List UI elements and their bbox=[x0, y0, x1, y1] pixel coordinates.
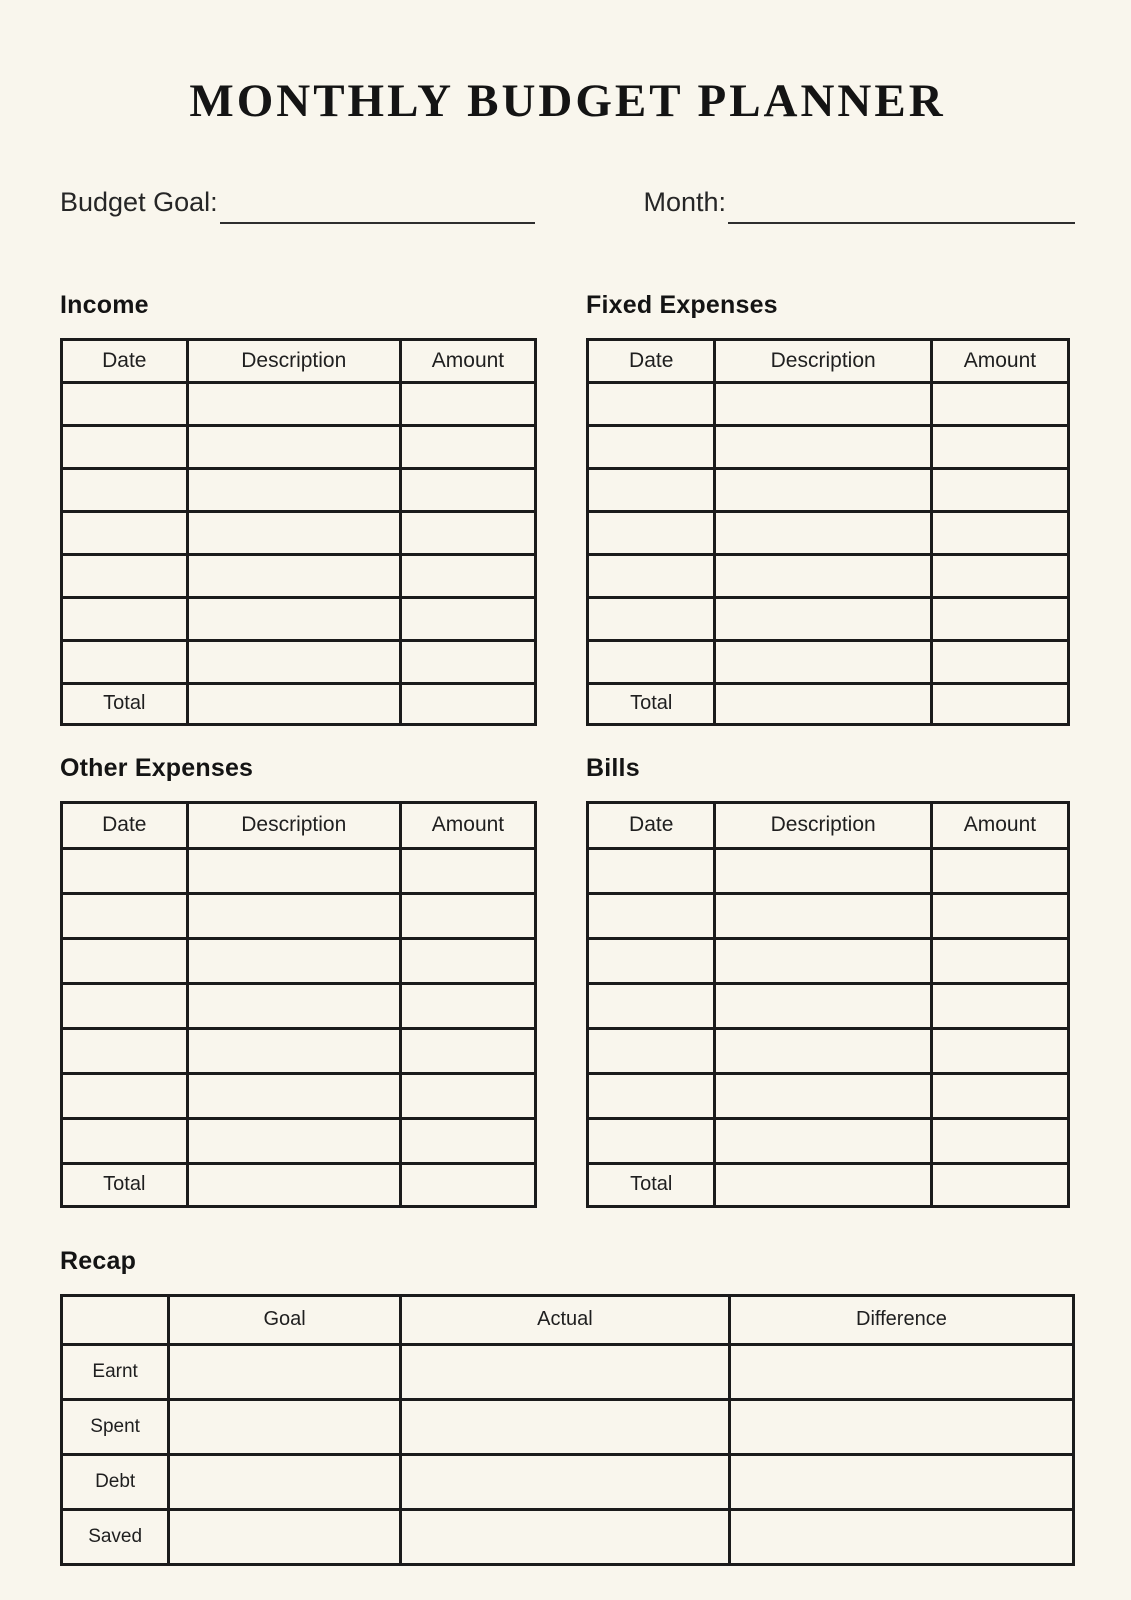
recap-label-debt: Debt bbox=[62, 1454, 169, 1509]
recap-debt-difference-cell[interactable] bbox=[729, 1454, 1073, 1509]
empty-entry-cell[interactable] bbox=[715, 640, 931, 683]
empty-entry-cell[interactable] bbox=[400, 425, 535, 468]
recap-spent-difference-cell[interactable] bbox=[729, 1399, 1073, 1454]
empty-entry-cell[interactable] bbox=[187, 938, 400, 983]
fixed-expenses-total-description-cell[interactable] bbox=[715, 683, 931, 724]
recap-column-header-goal: Goal bbox=[169, 1295, 401, 1344]
empty-entry-cell[interactable] bbox=[400, 468, 535, 511]
empty-entry-cell[interactable] bbox=[187, 554, 400, 597]
fixed-expenses-table-body bbox=[588, 382, 1069, 683]
empty-entry-cell[interactable] bbox=[715, 983, 931, 1028]
empty-entry-cell[interactable] bbox=[62, 1118, 188, 1163]
empty-entry-cell[interactable] bbox=[588, 983, 715, 1028]
empty-entry-cell[interactable] bbox=[588, 597, 715, 640]
recap-row-earnt bbox=[62, 1344, 1074, 1399]
empty-entry-row bbox=[62, 938, 536, 983]
bills-total-label: Total bbox=[588, 1163, 715, 1206]
bills-column-header-description: Description bbox=[715, 802, 931, 848]
empty-entry-cell[interactable] bbox=[187, 468, 400, 511]
empty-entry-cell[interactable] bbox=[187, 382, 400, 425]
empty-entry-cell[interactable] bbox=[400, 938, 535, 983]
empty-entry-cell[interactable] bbox=[588, 382, 715, 425]
month-label: Month: bbox=[643, 186, 726, 217]
empty-entry-row bbox=[62, 511, 536, 554]
empty-entry-cell[interactable] bbox=[400, 983, 535, 1028]
bills-section-title: Bills bbox=[586, 753, 640, 782]
fixed-expenses-total-row bbox=[588, 683, 1069, 724]
fixed-expenses-column-header-amount: Amount bbox=[931, 339, 1068, 382]
header-fields-row bbox=[60, 186, 1075, 224]
bills-column-header-amount: Amount bbox=[931, 802, 1068, 848]
empty-entry-row bbox=[588, 640, 1069, 683]
empty-entry-cell[interactable] bbox=[62, 597, 188, 640]
empty-entry-cell[interactable] bbox=[931, 554, 1068, 597]
income-column-header-amount: Amount bbox=[400, 339, 535, 382]
other-expenses-table-body bbox=[62, 848, 536, 1163]
empty-entry-cell[interactable] bbox=[931, 382, 1068, 425]
empty-entry-cell[interactable] bbox=[400, 640, 535, 683]
recap-section-title: Recap bbox=[60, 1246, 137, 1275]
income-total-amount-cell[interactable] bbox=[400, 683, 535, 724]
empty-entry-cell[interactable] bbox=[931, 848, 1068, 893]
empty-entry-cell[interactable] bbox=[400, 1028, 535, 1073]
recap-saved-goal-cell[interactable] bbox=[169, 1509, 401, 1564]
empty-entry-cell[interactable] bbox=[62, 893, 188, 938]
bills-table-body bbox=[588, 848, 1069, 1163]
empty-entry-cell[interactable] bbox=[715, 554, 931, 597]
section-other-expenses bbox=[60, 753, 537, 1208]
empty-entry-cell[interactable] bbox=[400, 848, 535, 893]
income-header-row bbox=[62, 339, 536, 382]
empty-entry-cell[interactable] bbox=[62, 1028, 188, 1073]
empty-entry-row bbox=[588, 554, 1069, 597]
empty-entry-cell[interactable] bbox=[62, 848, 188, 893]
month-input-line[interactable] bbox=[728, 186, 1075, 224]
other-expenses-column-header-description: Description bbox=[187, 802, 400, 848]
empty-entry-cell[interactable] bbox=[931, 938, 1068, 983]
bills-total-row bbox=[588, 1163, 1069, 1206]
fixed-expenses-section-title: Fixed Expenses bbox=[586, 290, 778, 319]
empty-entry-cell[interactable] bbox=[588, 640, 715, 683]
empty-entry-row bbox=[588, 848, 1069, 893]
empty-entry-cell[interactable] bbox=[588, 893, 715, 938]
empty-entry-cell[interactable] bbox=[931, 1118, 1068, 1163]
empty-entry-row bbox=[62, 425, 536, 468]
fixed-expenses-column-header-description: Description bbox=[715, 339, 931, 382]
other-expenses-section-title: Other Expenses bbox=[60, 753, 254, 782]
empty-entry-row bbox=[62, 640, 536, 683]
recap-earnt-difference-cell[interactable] bbox=[729, 1344, 1073, 1399]
empty-entry-cell[interactable] bbox=[62, 511, 188, 554]
empty-entry-cell[interactable] bbox=[588, 1028, 715, 1073]
empty-entry-cell[interactable] bbox=[187, 1118, 400, 1163]
fixed-expenses-column-header-date: Date bbox=[588, 339, 715, 382]
empty-entry-cell[interactable] bbox=[187, 511, 400, 554]
recap-spent-actual-cell[interactable] bbox=[401, 1399, 730, 1454]
empty-entry-cell[interactable] bbox=[400, 1118, 535, 1163]
empty-entry-cell[interactable] bbox=[715, 1118, 931, 1163]
empty-entry-cell[interactable] bbox=[62, 468, 188, 511]
empty-entry-row bbox=[588, 938, 1069, 983]
empty-entry-row bbox=[62, 1118, 536, 1163]
empty-entry-row bbox=[62, 893, 536, 938]
other-expenses-header-row bbox=[62, 802, 536, 848]
other-expenses-total-amount-cell[interactable] bbox=[400, 1163, 535, 1206]
income-column-header-date: Date bbox=[62, 339, 188, 382]
fixed-expenses-table bbox=[586, 338, 1070, 726]
bills-column-header-date: Date bbox=[588, 802, 715, 848]
recap-row-debt bbox=[62, 1454, 1074, 1509]
empty-entry-cell[interactable] bbox=[187, 983, 400, 1028]
empty-entry-cell[interactable] bbox=[931, 640, 1068, 683]
income-total-label: Total bbox=[62, 683, 188, 724]
recap-header-row bbox=[62, 1295, 1074, 1344]
empty-entry-cell[interactable] bbox=[187, 1028, 400, 1073]
empty-entry-cell[interactable] bbox=[187, 425, 400, 468]
empty-entry-cell[interactable] bbox=[931, 1073, 1068, 1118]
section-fixed-expenses bbox=[586, 290, 1070, 726]
empty-entry-cell[interactable] bbox=[400, 1073, 535, 1118]
empty-entry-row bbox=[62, 1073, 536, 1118]
empty-entry-cell[interactable] bbox=[715, 468, 931, 511]
empty-entry-row bbox=[588, 511, 1069, 554]
budget-goal-field bbox=[60, 186, 535, 224]
page-title: MONTHLY BUDGET PLANNER bbox=[189, 75, 946, 127]
empty-entry-cell[interactable] bbox=[62, 425, 188, 468]
empty-entry-row bbox=[588, 425, 1069, 468]
recap-row-saved bbox=[62, 1509, 1074, 1564]
recap-label-spent: Spent bbox=[62, 1399, 169, 1454]
empty-entry-row bbox=[62, 468, 536, 511]
empty-entry-cell[interactable] bbox=[588, 1118, 715, 1163]
empty-entry-cell[interactable] bbox=[400, 554, 535, 597]
recap-debt-goal-cell[interactable] bbox=[169, 1454, 401, 1509]
empty-entry-cell[interactable] bbox=[931, 511, 1068, 554]
empty-entry-cell[interactable] bbox=[62, 938, 188, 983]
other-expenses-total-row bbox=[62, 1163, 536, 1206]
empty-entry-row bbox=[588, 1118, 1069, 1163]
bills-total-amount-cell[interactable] bbox=[931, 1163, 1068, 1206]
empty-entry-cell[interactable] bbox=[715, 597, 931, 640]
recap-saved-actual-cell[interactable] bbox=[401, 1509, 730, 1564]
empty-entry-row bbox=[62, 597, 536, 640]
recap-corner-cell bbox=[62, 1295, 169, 1344]
other-expenses-total-description-cell[interactable] bbox=[187, 1163, 400, 1206]
income-section-title: Income bbox=[60, 290, 149, 319]
empty-entry-cell[interactable] bbox=[187, 848, 400, 893]
empty-entry-cell[interactable] bbox=[588, 848, 715, 893]
empty-entry-cell[interactable] bbox=[400, 382, 535, 425]
other-expenses-total-label: Total bbox=[62, 1163, 188, 1206]
recap-label-saved: Saved bbox=[62, 1509, 169, 1564]
empty-entry-cell[interactable] bbox=[715, 425, 931, 468]
empty-entry-row bbox=[62, 848, 536, 893]
recap-spent-goal-cell[interactable] bbox=[169, 1399, 401, 1454]
empty-entry-cell[interactable] bbox=[931, 597, 1068, 640]
recap-label-earnt: Earnt bbox=[62, 1344, 169, 1399]
income-column-header-description: Description bbox=[187, 339, 400, 382]
empty-entry-cell[interactable] bbox=[715, 1028, 931, 1073]
empty-entry-cell[interactable] bbox=[588, 1073, 715, 1118]
empty-entry-cell[interactable] bbox=[715, 848, 931, 893]
bills-table bbox=[586, 801, 1070, 1208]
recap-row-spent bbox=[62, 1399, 1074, 1454]
recap-table bbox=[60, 1294, 1075, 1566]
empty-entry-cell[interactable] bbox=[715, 1073, 931, 1118]
empty-entry-cell[interactable] bbox=[400, 511, 535, 554]
bills-total-description-cell[interactable] bbox=[715, 1163, 931, 1206]
empty-entry-cell[interactable] bbox=[715, 382, 931, 425]
section-income bbox=[60, 290, 537, 726]
other-expenses-column-header-amount: Amount bbox=[400, 802, 535, 848]
empty-entry-cell[interactable] bbox=[62, 382, 188, 425]
recap-earnt-actual-cell[interactable] bbox=[401, 1344, 730, 1399]
empty-entry-cell[interactable] bbox=[187, 640, 400, 683]
section-recap bbox=[60, 1246, 1075, 1566]
other-expenses-column-header-date: Date bbox=[62, 802, 188, 848]
empty-entry-cell[interactable] bbox=[187, 597, 400, 640]
other-expenses-table bbox=[60, 801, 537, 1208]
empty-entry-row bbox=[62, 983, 536, 1028]
empty-entry-cell[interactable] bbox=[588, 554, 715, 597]
empty-entry-row bbox=[588, 893, 1069, 938]
empty-entry-cell[interactable] bbox=[62, 983, 188, 1028]
budget-goal-input-line[interactable] bbox=[220, 186, 535, 224]
empty-entry-row bbox=[62, 1028, 536, 1073]
empty-entry-cell[interactable] bbox=[400, 597, 535, 640]
empty-entry-cell[interactable] bbox=[187, 893, 400, 938]
empty-entry-cell[interactable] bbox=[931, 1028, 1068, 1073]
empty-entry-row bbox=[62, 382, 536, 425]
bills-header-row bbox=[588, 802, 1069, 848]
empty-entry-cell[interactable] bbox=[588, 938, 715, 983]
empty-entry-cell[interactable] bbox=[187, 1073, 400, 1118]
empty-entry-cell[interactable] bbox=[588, 468, 715, 511]
income-total-row bbox=[62, 683, 536, 724]
empty-entry-cell[interactable] bbox=[931, 893, 1068, 938]
empty-entry-cell[interactable] bbox=[715, 938, 931, 983]
fixed-expenses-total-amount-cell[interactable] bbox=[931, 683, 1068, 724]
month-field bbox=[643, 186, 1075, 224]
empty-entry-row bbox=[588, 597, 1069, 640]
recap-saved-difference-cell[interactable] bbox=[729, 1509, 1073, 1564]
empty-entry-cell[interactable] bbox=[931, 983, 1068, 1028]
recap-debt-actual-cell[interactable] bbox=[401, 1454, 730, 1509]
empty-entry-cell[interactable] bbox=[400, 893, 535, 938]
recap-earnt-goal-cell[interactable] bbox=[169, 1344, 401, 1399]
section-bills bbox=[586, 753, 1070, 1208]
budget-goal-label: Budget Goal: bbox=[60, 186, 218, 217]
empty-entry-cell[interactable] bbox=[62, 554, 188, 597]
empty-entry-row bbox=[62, 554, 536, 597]
empty-entry-cell[interactable] bbox=[588, 425, 715, 468]
income-table-body bbox=[62, 382, 536, 683]
fixed-expenses-header-row bbox=[588, 339, 1069, 382]
recap-column-header-actual: Actual bbox=[401, 1295, 730, 1344]
empty-entry-row bbox=[588, 1028, 1069, 1073]
empty-entry-row bbox=[588, 382, 1069, 425]
empty-entry-row bbox=[588, 1073, 1069, 1118]
empty-entry-cell[interactable] bbox=[931, 468, 1068, 511]
ledger-grid bbox=[60, 290, 1075, 1208]
recap-column-header-difference: Difference bbox=[729, 1295, 1073, 1344]
fixed-expenses-total-label: Total bbox=[588, 683, 715, 724]
empty-entry-cell[interactable] bbox=[931, 425, 1068, 468]
empty-entry-cell[interactable] bbox=[715, 511, 931, 554]
income-total-description-cell[interactable] bbox=[187, 683, 400, 724]
empty-entry-cell[interactable] bbox=[62, 640, 188, 683]
empty-entry-cell[interactable] bbox=[62, 1073, 188, 1118]
empty-entry-row bbox=[588, 468, 1069, 511]
empty-entry-cell[interactable] bbox=[715, 893, 931, 938]
income-table bbox=[60, 338, 537, 726]
empty-entry-row bbox=[588, 983, 1069, 1028]
empty-entry-cell[interactable] bbox=[588, 511, 715, 554]
